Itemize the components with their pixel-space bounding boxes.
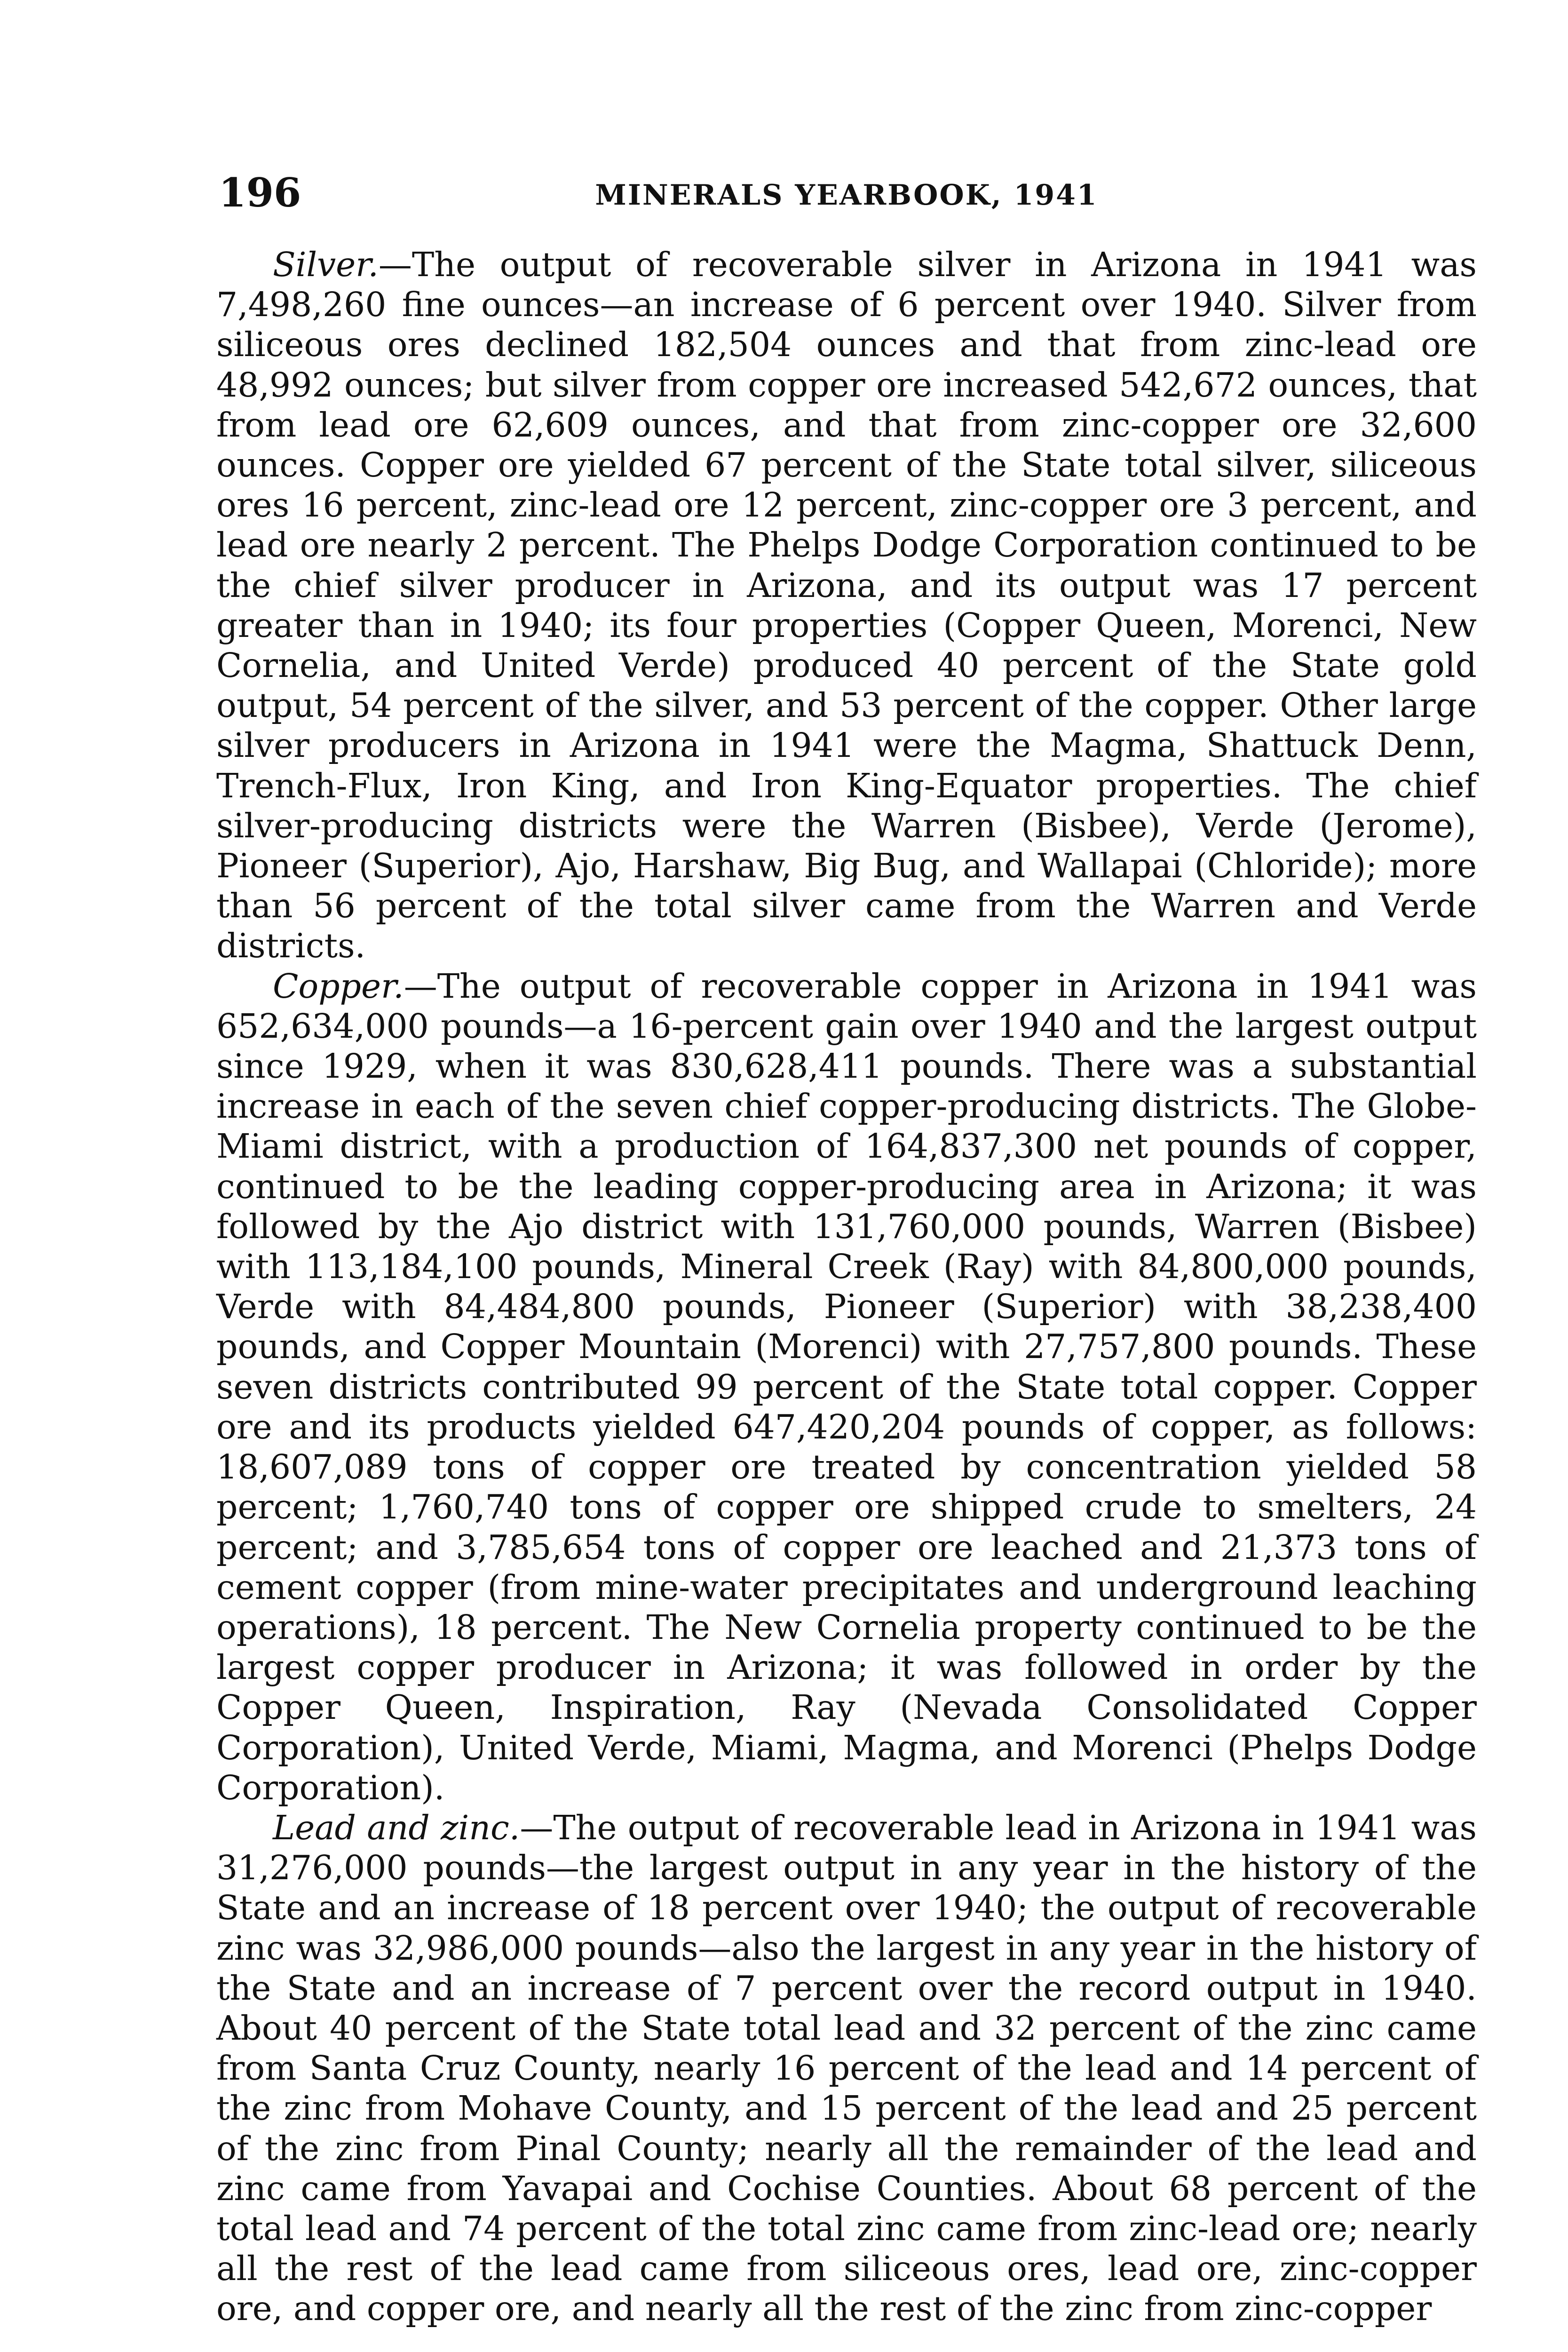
section-heading-copper: Copper. (273, 966, 404, 1006)
paragraph-lead-zinc (216, 1808, 1477, 2329)
section-heading-silver: Silver. (273, 245, 379, 284)
book-title: MINERALS YEARBOOK, 1941 (595, 179, 1098, 212)
paragraph-silver (216, 245, 1477, 966)
paragraph-text-silver: —The output of recoverable silver in Arizona in 1941 was 7,498,260 fine ounces—an increase of 6 percent over 1940. Silver from siliceous ores declined 182,504 ounces and that from zinc-lead ore 48,992 ounces; but silver from copper ore increased 542,672 ounces, that from lead ore 62,609 ounces, and that from zinc-copper ore 32,600 ounces. Copper ore yielded 67 percent of the State total silver, siliceous ores 16 percent, zinc-lead ore 12 percent, zinc-copper ore 3 percent, and lead ore nearly 2 percent. The Phelps Dodge Corporation continued to be the chief silver producer in Arizona, and its output was 17 percent greater than in 1940; its four properties (Copper Queen, Morenci, New Cornelia, and United Verde) produced 40 percent of the State gold output, 54 percent of the silver, and 53 percent of the copper. Other large silver producers in Arizona in 1941 were the Magma, Shattuck Denn, Trench-Flux, Iron King, and Iron King-Equator properties. The chief silver-producing districts were the Warren (Bisbee), Verde (Jerome), Pioneer (Superior), Ajo, Harshaw, Big Bug, and Wallapai (Chloride); more than 56 percent of the total silver came from the Warren and Verde districts. (216, 245, 1477, 966)
body-text (216, 245, 1477, 2329)
page-number: 196 (219, 169, 301, 216)
paragraph-text-copper: —The output of recoverable copper in Arizona in 1941 was 652,634,000 pounds—a 16-percent gain over 1940 and the largest output since 1929, when it was 830,628,411 pounds. There was a substantial increase in each of the seven chief copper-producing districts. The Globe-Miami district, with a production of 164,837,300 net pounds of copper, continued to be the leading copper-producing area in Arizona; it was followed by the Ajo district with 131,760,000 pounds, Warren (Bisbee) with 113,184,100 pounds, Mineral Creek (Ray) with 84,800,000 pounds, Verde with 84,484,800 pounds, Pioneer (Superior) with 38,238,400 pounds, and Copper Mountain (Morenci) with 27,757,800 pounds. These seven districts contributed 99 percent of the State total copper. Copper ore and its products yielded 647,420,204 pounds of copper, as follows: 18,607,089 tons of copper ore treated by concentration yielded 58 percent; 1,760,740 tons of copper ore shipped crude to smelters, 24 percent; and 3,785,654 tons of copper ore leached and 21,373 tons of cement copper (from mine-water precipitates and underground leaching operations), 18 percent. The New Cornelia property continued to be the largest copper producer in Arizona; it was followed in order by the Copper Queen, Inspiration, Ray (Nevada Consolidated Copper Corporation), United Verde, Miami, Magma, and Morenci (Phelps Dodge Corporation). (216, 966, 1477, 1807)
paragraph-copper (216, 966, 1477, 1808)
section-heading-lead-zinc: Lead and zinc. (273, 1808, 520, 1847)
paragraph-text-lead-zinc: —The output of recoverable lead in Arizona in 1941 was 31,276,000 pounds—the largest output in any year in the history of the State and an increase of 18 percent over 1940; the output of recoverable zinc was 32,986,000 pounds—also the largest in any year in the history of the State and an increase of 7 percent over the record output in 1940. About 40 percent of the State total lead and 32 percent of the zinc came from Santa Cruz County, nearly 16 percent of the lead and 14 percent of the zinc from Mohave County, and 15 percent of the lead and 25 percent of the zinc from Pinal County; nearly all the remainder of the lead and zinc came from Yavapai and Cochise Counties. About 68 percent of the total lead and 74 percent of the total zinc came from zinc-lead ore; nearly all the rest of the lead came from siliceous ores, lead ore, zinc-copper ore, and copper ore, and nearly all the rest of the zinc from zinc-copper (216, 1808, 1477, 2328)
running-head (219, 167, 1474, 219)
